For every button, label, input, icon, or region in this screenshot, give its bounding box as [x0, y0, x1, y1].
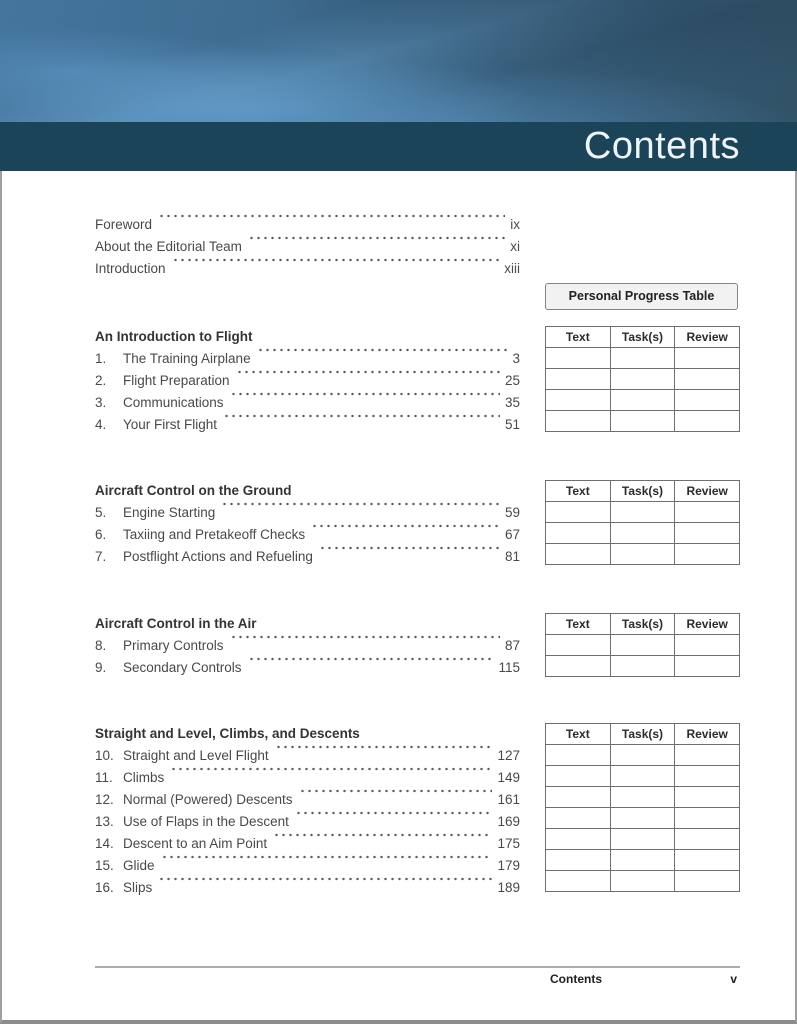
progress-cell: [675, 544, 740, 565]
toc-entry-title: Secondary Controls: [123, 660, 242, 675]
progress-cell: [546, 348, 611, 369]
toc-entry: [95, 877, 520, 899]
progress-cell: [675, 369, 740, 390]
toc-entry-page: 189: [497, 880, 520, 895]
progress-cell: [546, 808, 611, 829]
toc-entry: [95, 258, 520, 280]
progress-col-header: Text: [546, 327, 611, 348]
progress-cell: [610, 829, 675, 850]
chapter-number: 13.: [95, 814, 114, 829]
progress-cell: [546, 871, 611, 892]
progress-cell: [610, 348, 675, 369]
progress-row: [546, 369, 740, 390]
toc-entry: [95, 546, 520, 568]
progress-cell: [546, 656, 611, 677]
progress-cell: [675, 656, 740, 677]
toc-entry: [95, 414, 520, 436]
dot-leader: [311, 524, 500, 546]
progress-cell: [610, 656, 675, 677]
progress-cell: [546, 369, 611, 390]
chapter-number: 12.: [95, 792, 114, 807]
progress-cell: [546, 502, 611, 523]
section-title: Straight and Level, Climbs, and Descents: [95, 726, 360, 741]
progress-row: [546, 808, 740, 829]
toc-entry: [95, 745, 520, 767]
section-title: Aircraft Control in the Air: [95, 616, 257, 631]
progress-cell: [610, 544, 675, 565]
progress-cell: [610, 369, 675, 390]
chapter-number: 16.: [95, 880, 114, 895]
toc-entry-title: Glide: [123, 858, 155, 873]
dot-leader: [161, 855, 493, 877]
dot-leader: [158, 877, 492, 899]
dot-leader: [236, 370, 500, 392]
progress-row: [546, 829, 740, 850]
section-an-introduction-to-flight: [95, 326, 520, 436]
progress-row: [546, 745, 740, 766]
progress-row: [546, 348, 740, 369]
toc-entry: [95, 855, 520, 877]
toc-entry-title: Straight and Level Flight: [123, 748, 269, 763]
section-straight-and-level-climbs-descents: [95, 723, 520, 899]
progress-cell: [610, 523, 675, 544]
dot-leader: [275, 745, 493, 767]
section-title: An Introduction to Flight: [95, 329, 253, 344]
toc-entry-page: 175: [497, 836, 520, 851]
progress-col-header: Review: [675, 327, 740, 348]
progress-cell: [610, 871, 675, 892]
progress-cell: [675, 635, 740, 656]
toc-entry-page: 169: [497, 814, 520, 829]
personal-progress-table-label: Personal Progress Table: [545, 283, 738, 310]
toc-entry-title: Your First Flight: [123, 417, 218, 432]
dot-leader: [273, 833, 492, 855]
toc-entry: [95, 236, 520, 258]
progress-cell: [610, 766, 675, 787]
progress-cell: [675, 348, 740, 369]
toc-entry-page: 3: [512, 351, 520, 366]
progress-cell: [675, 871, 740, 892]
progress-cell: [675, 766, 740, 787]
toc-entry: [95, 524, 520, 546]
progress-cell: [610, 390, 675, 411]
progress-cell: [610, 808, 675, 829]
progress-row: [546, 502, 740, 523]
toc-entry: [95, 833, 520, 855]
chapter-number: 4.: [95, 417, 107, 432]
toc-entry: [95, 502, 520, 524]
progress-table-2: [545, 480, 740, 565]
progress-cell: [610, 787, 675, 808]
page-banner: [0, 122, 797, 171]
progress-row: [546, 390, 740, 411]
chapter-number: 5.: [95, 505, 107, 520]
page-body: [0, 171, 797, 1024]
sky-cover-photo: [0, 0, 797, 122]
toc-entry-title: Communications: [123, 395, 224, 410]
toc-entry-page: 35: [504, 395, 520, 410]
toc-entry-page: 59: [504, 505, 520, 520]
progress-cell: [546, 766, 611, 787]
toc-entry: [95, 214, 520, 236]
dot-leader: [170, 767, 492, 789]
chapter-number: 6.: [95, 527, 107, 542]
progress-col-header: Review: [675, 481, 740, 502]
dot-leader: [223, 414, 500, 436]
toc-entry-title: Postflight Actions and Refueling: [123, 549, 313, 564]
chapter-number: 10.: [95, 748, 114, 763]
toc-entry-title: Primary Controls: [123, 638, 224, 653]
toc-entry: [95, 657, 520, 679]
progress-row: [546, 544, 740, 565]
chapter-number: 8.: [95, 638, 107, 653]
chapter-number: 2.: [95, 373, 107, 388]
dot-leader: [230, 635, 500, 657]
progress-row: [546, 850, 740, 871]
chapter-number: 9.: [95, 660, 107, 675]
toc-entry-page: ix: [510, 217, 520, 232]
progress-cell: [610, 745, 675, 766]
progress-col-header: Task(s): [610, 481, 675, 502]
toc-entry: [95, 811, 520, 833]
dot-leader: [158, 214, 505, 236]
progress-col-header: Text: [546, 724, 611, 745]
progress-table-4: [545, 723, 740, 892]
progress-cell: [546, 635, 611, 656]
chapter-number: 11.: [95, 770, 113, 785]
progress-cell: [546, 787, 611, 808]
toc-entry-page: 161: [497, 792, 520, 807]
toc-entry-title: Climbs: [123, 770, 165, 785]
progress-row: [546, 871, 740, 892]
progress-cell: [675, 502, 740, 523]
dot-leader: [319, 546, 500, 568]
toc-entry: [95, 789, 520, 811]
progress-cell: [546, 390, 611, 411]
chapter-number: 15.: [95, 858, 114, 873]
progress-col-header: Task(s): [610, 327, 675, 348]
toc-entry-title: Engine Starting: [123, 505, 216, 520]
chapter-number: 1.: [95, 351, 107, 366]
dot-leader: [295, 811, 493, 833]
progress-cell: [610, 850, 675, 871]
toc-entry-title: Flight Preparation: [123, 373, 230, 388]
toc-entry-title: Use of Flaps in the Descent: [123, 814, 289, 829]
toc-entry-title: Introduction: [95, 261, 166, 276]
progress-col-header: Review: [675, 614, 740, 635]
dot-leader: [221, 502, 500, 524]
toc-entry: [95, 348, 520, 370]
progress-table-3: [545, 613, 740, 677]
dot-leader: [248, 236, 505, 258]
progress-cell: [610, 502, 675, 523]
progress-row: [546, 411, 740, 432]
dot-leader: [230, 392, 500, 414]
chapter-number: 3.: [95, 395, 107, 410]
toc-entry: [95, 767, 520, 789]
progress-cell: [675, 390, 740, 411]
progress-row: [546, 635, 740, 656]
toc-entry-page: 25: [504, 373, 520, 388]
toc-entry: [95, 635, 520, 657]
progress-table-1: [545, 326, 740, 432]
progress-col-header: Review: [675, 724, 740, 745]
progress-cell: [546, 411, 611, 432]
toc-entry-title: Taxiing and Pretakeoff Checks: [123, 527, 306, 542]
toc-entry-title: The Training Airplane: [123, 351, 251, 366]
progress-cell: [675, 787, 740, 808]
progress-col-header: Text: [546, 614, 611, 635]
progress-cell: [610, 411, 675, 432]
progress-cell: [675, 411, 740, 432]
progress-row: [546, 787, 740, 808]
section-aircraft-control-in-the-air: [95, 613, 520, 679]
toc-entry-title: Foreword: [95, 217, 153, 232]
toc-entry-page: 179: [497, 858, 520, 873]
progress-col-header: Text: [546, 481, 611, 502]
progress-cell: [546, 745, 611, 766]
progress-cell: [675, 523, 740, 544]
toc-entry: [95, 370, 520, 392]
toc-entry-title: Normal (Powered) Descents: [123, 792, 293, 807]
footer-page-number: v: [730, 972, 737, 986]
chapter-number: 14.: [95, 836, 114, 851]
toc-entry-title: Descent to an Aim Point: [123, 836, 268, 851]
chapter-number: 7.: [95, 549, 107, 564]
toc-entry-page: 81: [504, 549, 520, 564]
section-title: Aircraft Control on the Ground: [95, 483, 292, 498]
dot-leader: [172, 258, 500, 280]
toc-entry-title: Slips: [123, 880, 153, 895]
progress-cell: [546, 829, 611, 850]
footer-rule: [95, 966, 740, 968]
progress-cell: [675, 745, 740, 766]
dot-leader: [248, 657, 494, 679]
toc-entry-page: 51: [504, 417, 520, 432]
progress-cell: [675, 829, 740, 850]
toc-entry-page: 87: [504, 638, 520, 653]
progress-row: [546, 766, 740, 787]
toc-entry-page: xi: [510, 239, 520, 254]
progress-col-header: Task(s): [610, 614, 675, 635]
toc-entry-page: 127: [497, 748, 520, 763]
dot-leader: [299, 789, 493, 811]
toc-entry: [95, 392, 520, 414]
progress-cell: [675, 850, 740, 871]
toc-entry-page: 67: [504, 527, 520, 542]
progress-col-header: Task(s): [610, 724, 675, 745]
progress-cell: [610, 635, 675, 656]
progress-cell: [546, 523, 611, 544]
dot-leader: [257, 348, 508, 370]
contents-heading: Contents: [583, 125, 740, 167]
progress-cell: [546, 850, 611, 871]
footer-section-label: Contents: [550, 972, 602, 986]
toc-entry-page: 115: [498, 660, 520, 675]
toc-entry-page: 149: [497, 770, 520, 785]
toc-entry-page: xiii: [504, 261, 520, 276]
progress-cell: [546, 544, 611, 565]
front-matter-list: [95, 214, 520, 280]
progress-row: [546, 656, 740, 677]
progress-row: [546, 523, 740, 544]
progress-cell: [675, 808, 740, 829]
toc-entry-title: About the Editorial Team: [95, 239, 242, 254]
section-aircraft-control-on-the-ground: [95, 480, 520, 568]
